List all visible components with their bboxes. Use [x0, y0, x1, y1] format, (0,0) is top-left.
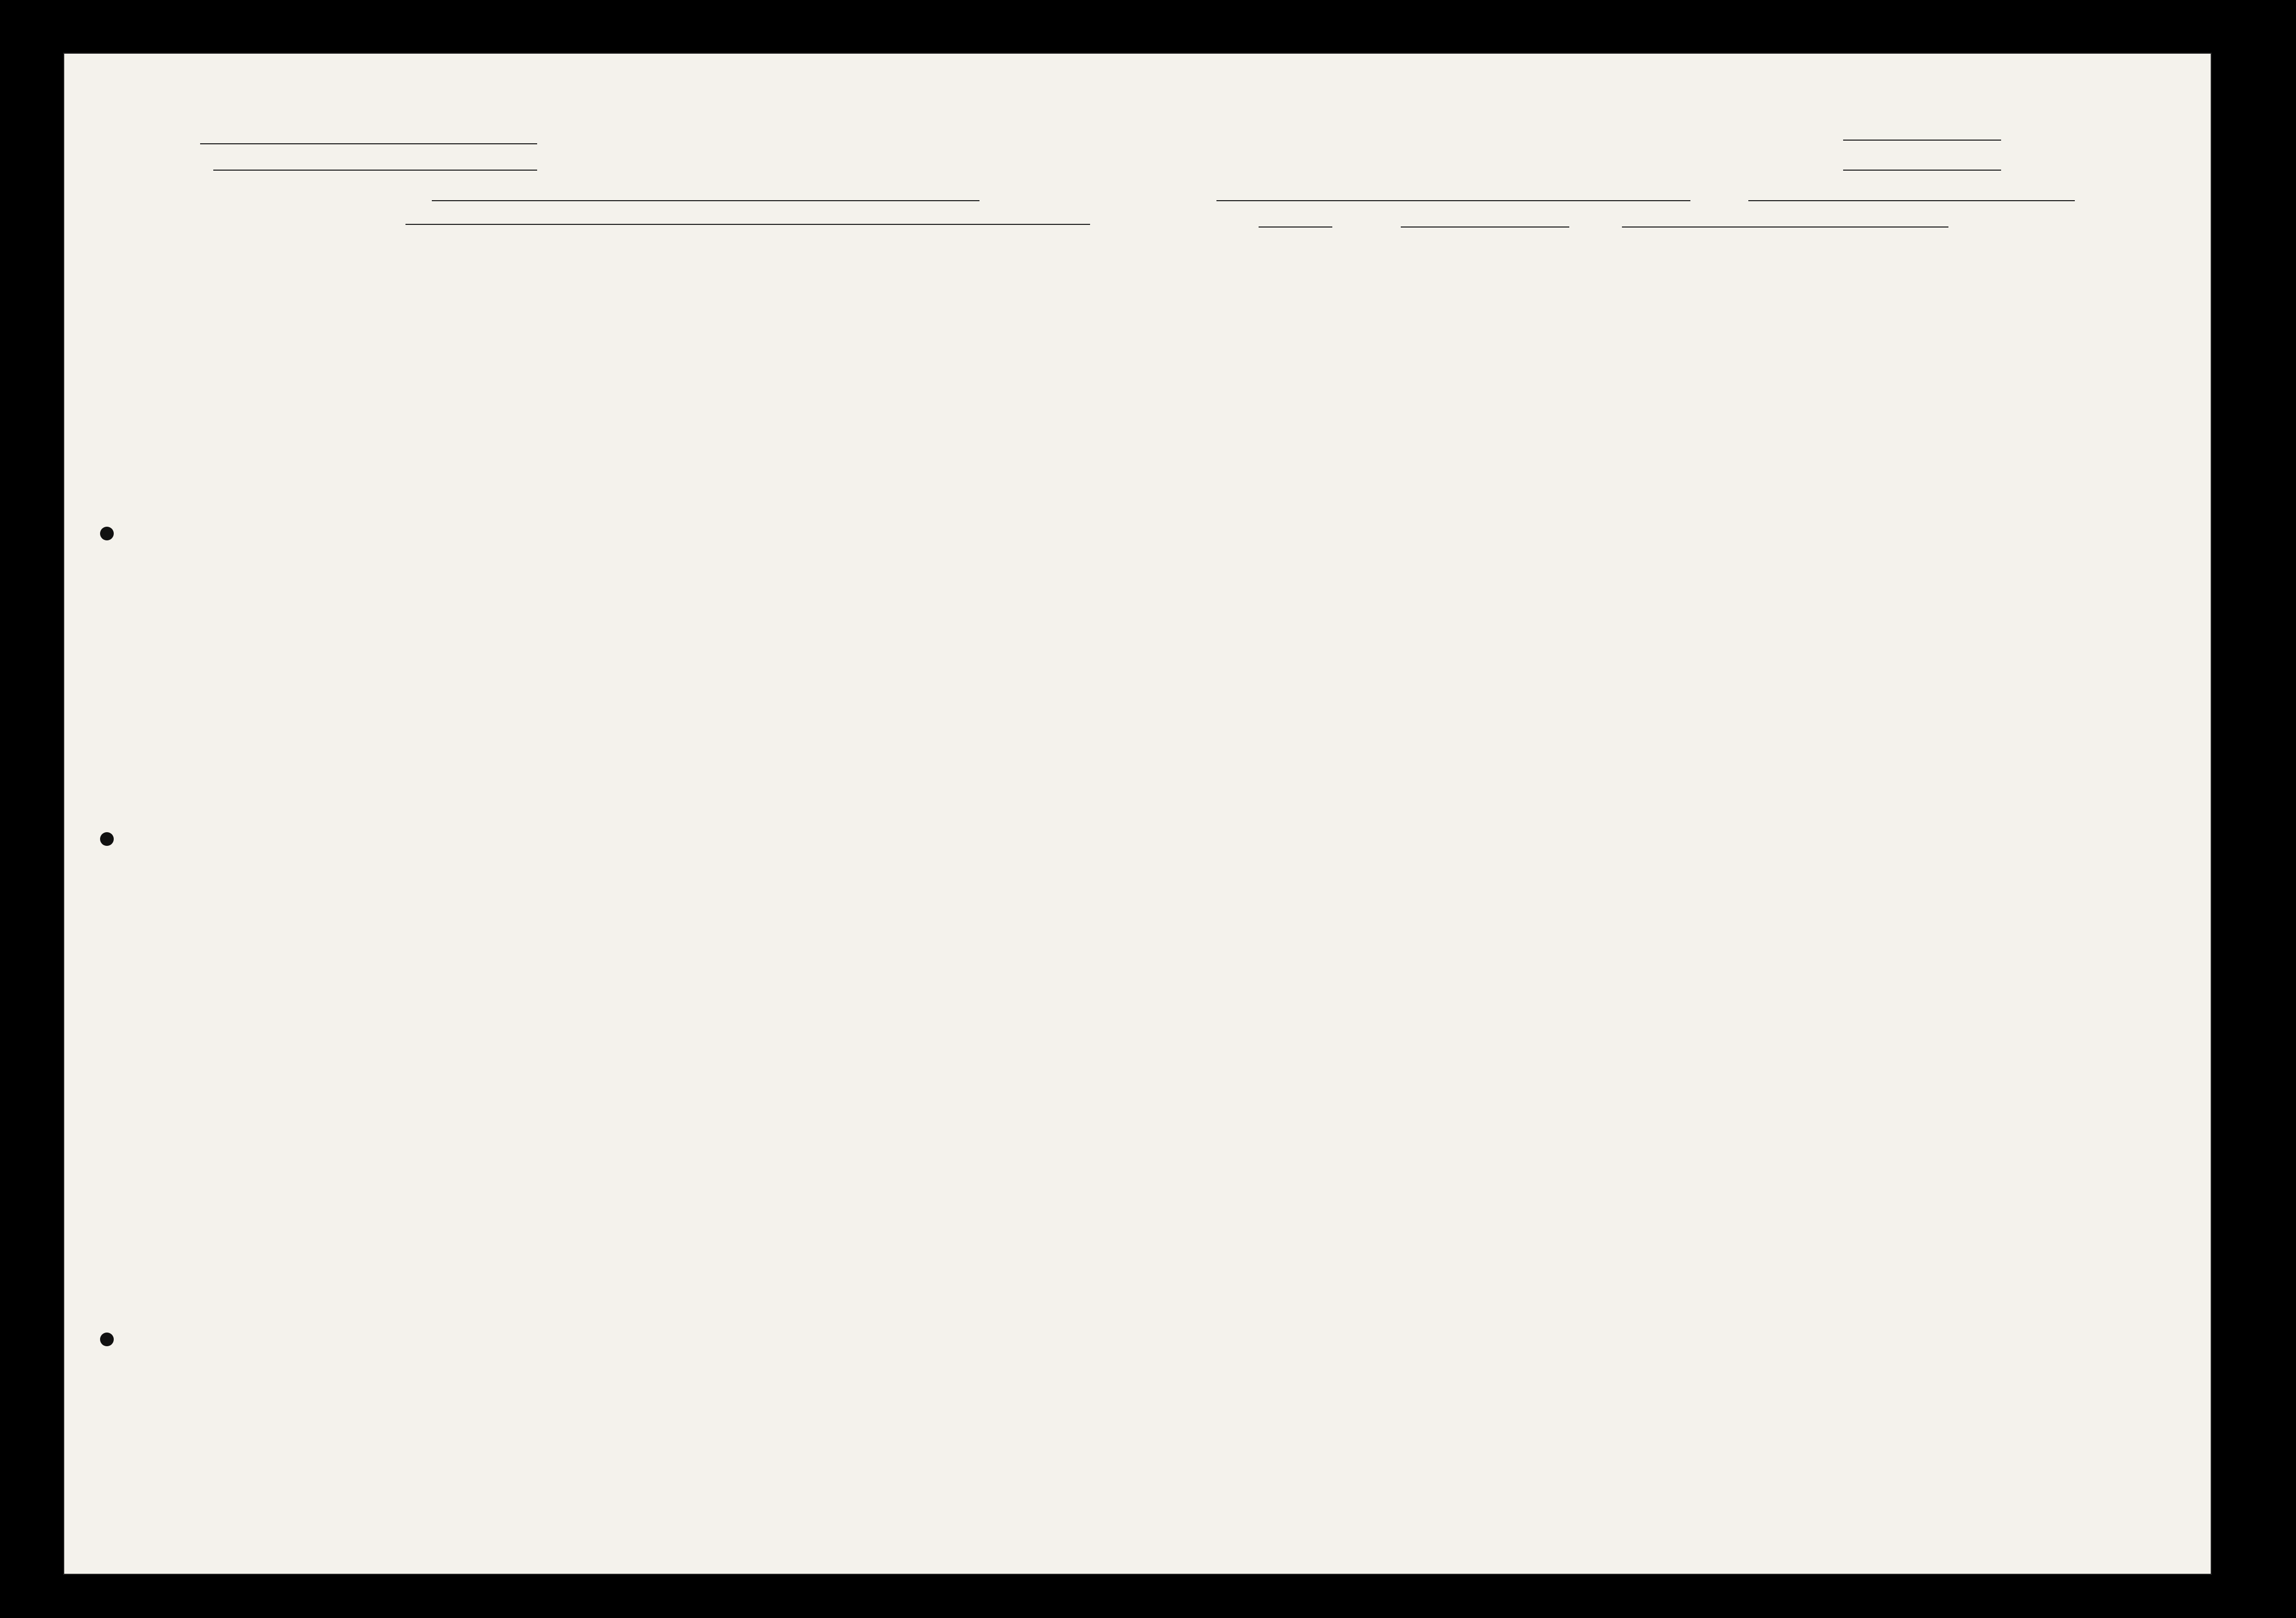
county-rule — [213, 170, 537, 171]
census-sheet — [63, 53, 2212, 1575]
month-rule — [1401, 226, 1569, 228]
incorporated-rule — [1216, 200, 1690, 201]
supervisor-rule — [1843, 140, 2001, 141]
enumerator-rule — [1622, 226, 1948, 228]
punch-hole — [100, 1333, 114, 1346]
census-ledger — [157, 295, 2105, 1601]
day-rule — [1259, 226, 1332, 228]
punch-hole — [100, 832, 114, 846]
township-rule — [432, 200, 979, 201]
institution-rule — [405, 224, 1090, 225]
state-rule — [200, 143, 537, 144]
ward-rule — [1748, 200, 2075, 201]
enum-district-rule — [1843, 170, 2001, 171]
punch-hole — [100, 527, 114, 540]
